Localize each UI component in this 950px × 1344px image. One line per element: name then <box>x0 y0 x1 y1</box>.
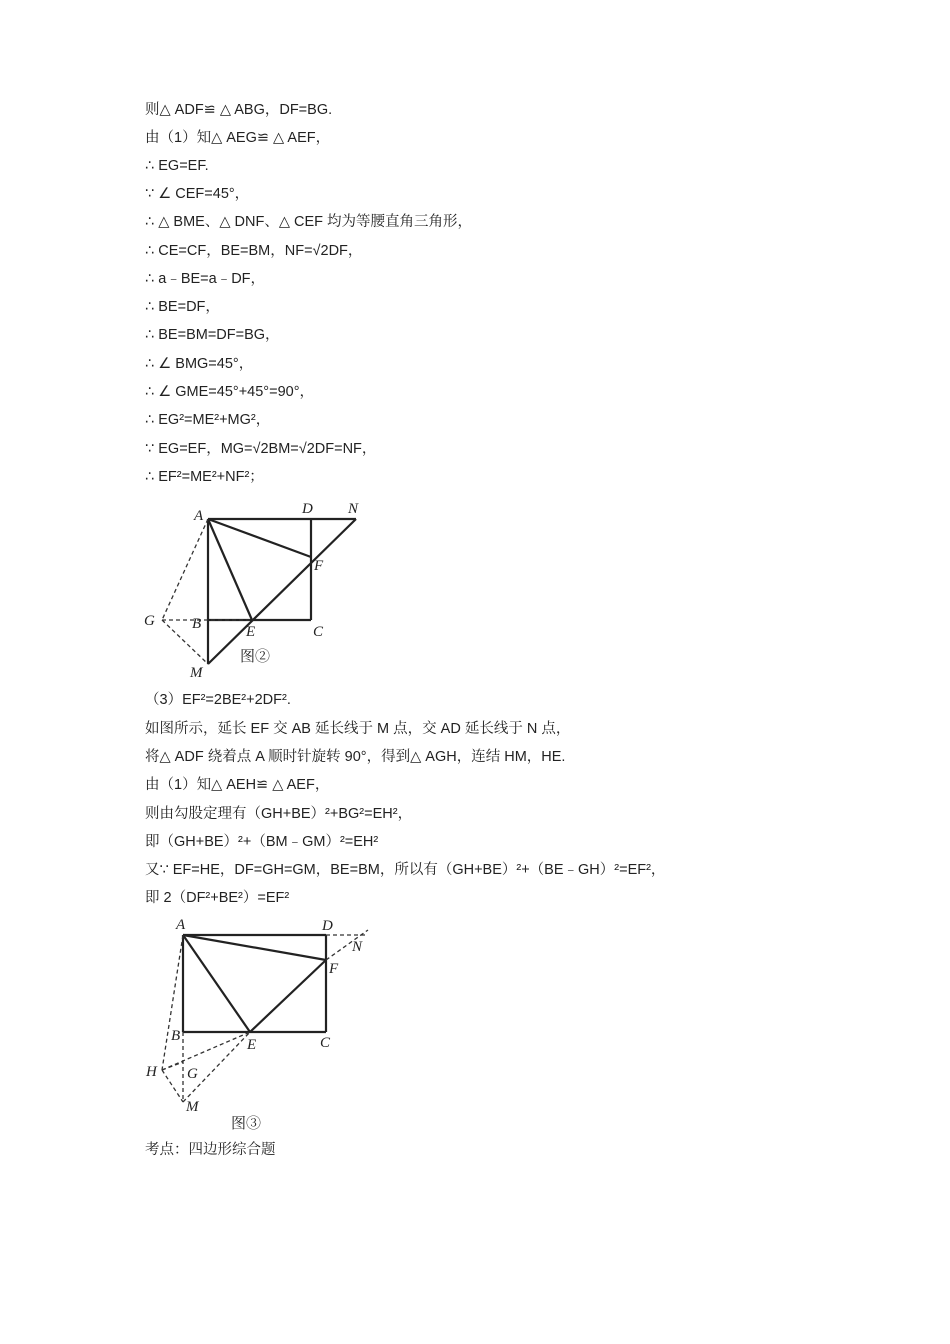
text-line: ∴ EF²=ME²+NF²； <box>145 469 264 485</box>
footer-topic: 考点：四边形综合题 <box>145 1142 276 1158</box>
text-line: ∵ ∠ CEF=45°， <box>145 186 250 202</box>
text-line: 由（1）知△ AEG≌ △ AEF， <box>145 130 331 146</box>
label-B: B <box>171 1028 181 1044</box>
label-C: C <box>313 624 324 640</box>
text-line: ∴ BE=BM=DF=BG， <box>145 327 280 343</box>
dashed-AG <box>162 519 208 620</box>
text-line: 即（GH+BE）²+（BM﹣GM）²=EH² <box>145 834 379 850</box>
dashed-HG <box>162 1062 183 1070</box>
label-E: E <box>247 1037 257 1053</box>
label-N: N <box>352 939 363 955</box>
dashed-AH <box>162 935 183 1070</box>
text-line: 则△ ADF≌ △ ABG，DF=BG. <box>145 102 333 118</box>
text-line: （3）EF²=2BE²+2DF². <box>145 692 291 708</box>
text-line: ∴ a﹣BE=a﹣DF， <box>145 271 266 287</box>
text-line: ∴ CE=CF，BE=BM，NF=√2DF， <box>145 243 363 259</box>
text-line: 即 2（DF²+BE²）=EF² <box>145 890 290 906</box>
label-D: D <box>302 501 313 517</box>
text-line: 则由勾股定理有（GH+BE）²+BG²=EH²， <box>145 806 413 822</box>
dashed-HM <box>162 1070 183 1102</box>
figure-caption: 图② <box>240 649 271 665</box>
segment-AF <box>183 935 326 960</box>
text-line: ∴ ∠ BMG=45°， <box>145 356 254 372</box>
geometry-figure-3 <box>140 912 380 1137</box>
label-F: F <box>329 961 339 977</box>
segment-NM <box>208 519 356 664</box>
label-G: G <box>187 1066 198 1082</box>
label-C: C <box>320 1035 331 1051</box>
label-M: M <box>190 665 203 681</box>
figure-caption: 图③ <box>231 1116 262 1132</box>
label-A: A <box>176 917 186 933</box>
text-line: ∴ BE=DF， <box>145 299 220 315</box>
text-line: ∴ △ BME、△ DNF、△ CEF 均为等腰直角三角形， <box>145 214 473 230</box>
label-M: M <box>186 1099 199 1115</box>
text-line: ∴ ∠ GME=45°+45°=90°， <box>145 384 314 400</box>
label-N: N <box>348 501 359 517</box>
text-line: ∴ EG=EF. <box>145 158 209 174</box>
segment-EF <box>250 960 326 1032</box>
label-H: H <box>146 1064 157 1080</box>
label-E: E <box>246 624 256 640</box>
label-B: B <box>192 616 202 632</box>
geometry-figure-2 <box>130 490 390 685</box>
text-line: ∵ EG=EF，MG=√2BM=√2DF=NF， <box>145 441 377 457</box>
text-line: 如图所示，延长 EF 交 AB 延长线于 M 点，交 AD 延长线于 N 点， <box>145 721 571 737</box>
segment-AE <box>208 519 252 620</box>
text-line: 由（1）知△ AEH≌ △ AEF， <box>145 777 330 793</box>
label-F: F <box>314 558 324 574</box>
text-line: 将△ ADF 绕着点 A 顺时针旋转 90°，得到△ AGH，连结 HM，HE. <box>145 749 566 765</box>
label-A: A <box>194 508 204 524</box>
label-G: G <box>144 613 155 629</box>
segment-AE <box>183 935 250 1032</box>
label-D: D <box>322 918 333 934</box>
text-line: ∴ EG²=ME²+MG²， <box>145 412 271 428</box>
text-line: 又∵ EF=HE，DF=GH=GM，BE=BM，所以有（GH+BE）²+（BE﹣GH）²=EF²， <box>145 862 666 878</box>
segment-AF <box>208 519 311 557</box>
